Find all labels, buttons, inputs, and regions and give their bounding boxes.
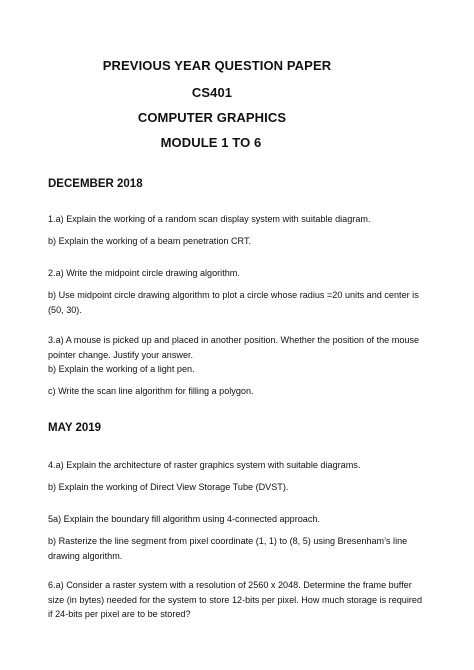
question-1b: b) Explain the working of a beam penetration CRT. [48,236,252,246]
question-6a: 6.a) Consider a raster system with a resolution of 2560 x 2048. Determine the frame buffer size (in bytes) needed for the system to store 12-bits per pixel. How much storage is required if 24-bits per pixel are to be stored? [48,580,423,619]
module-range: MODULE 1 TO 6 [160,135,262,150]
question-1a: 1.a) Explain the working of a random scan display system with suitable diagram. [48,214,371,224]
document-title: PREVIOUS YEAR QUESTION PAPER [102,58,332,73]
course-name: COMPUTER GRAPHICS [137,110,287,125]
course-code: CS401 [191,85,233,100]
question-4b: b) Explain the working of Direct View Storage Tube (DVST). [48,482,289,492]
question-5b: b) Rasterize the line segment from pixel coordinate (1, 1) to (8, 5) using Bresenham’s line drawing algorithm. [48,536,408,561]
question-3a: 3.a) A mouse is picked up and placed in another position. Whether the position of the mouse pointer change. Justify your answer. [48,335,420,360]
question-3c: c) Write the scan line algorithm for filling a polygon. [48,386,254,396]
section-heading-may-2019: MAY 2019 [48,422,102,434]
section-heading-december-2018: DECEMBER 2018 [48,178,143,190]
question-3b: b) Explain the working of a light pen. [48,364,195,374]
question-4a: 4.a) Explain the architecture of raster graphics system with suitable diagrams. [48,460,361,470]
question-2a: 2.a) Write the midpoint circle drawing algorithm. [48,268,240,278]
question-2b: b) Use midpoint circle drawing algorithm to plot a circle whose radius =20 units and center is (50, 30). [48,290,419,315]
question-5a: 5a) Explain the boundary fill algorithm using 4-connected approach. [48,514,320,524]
